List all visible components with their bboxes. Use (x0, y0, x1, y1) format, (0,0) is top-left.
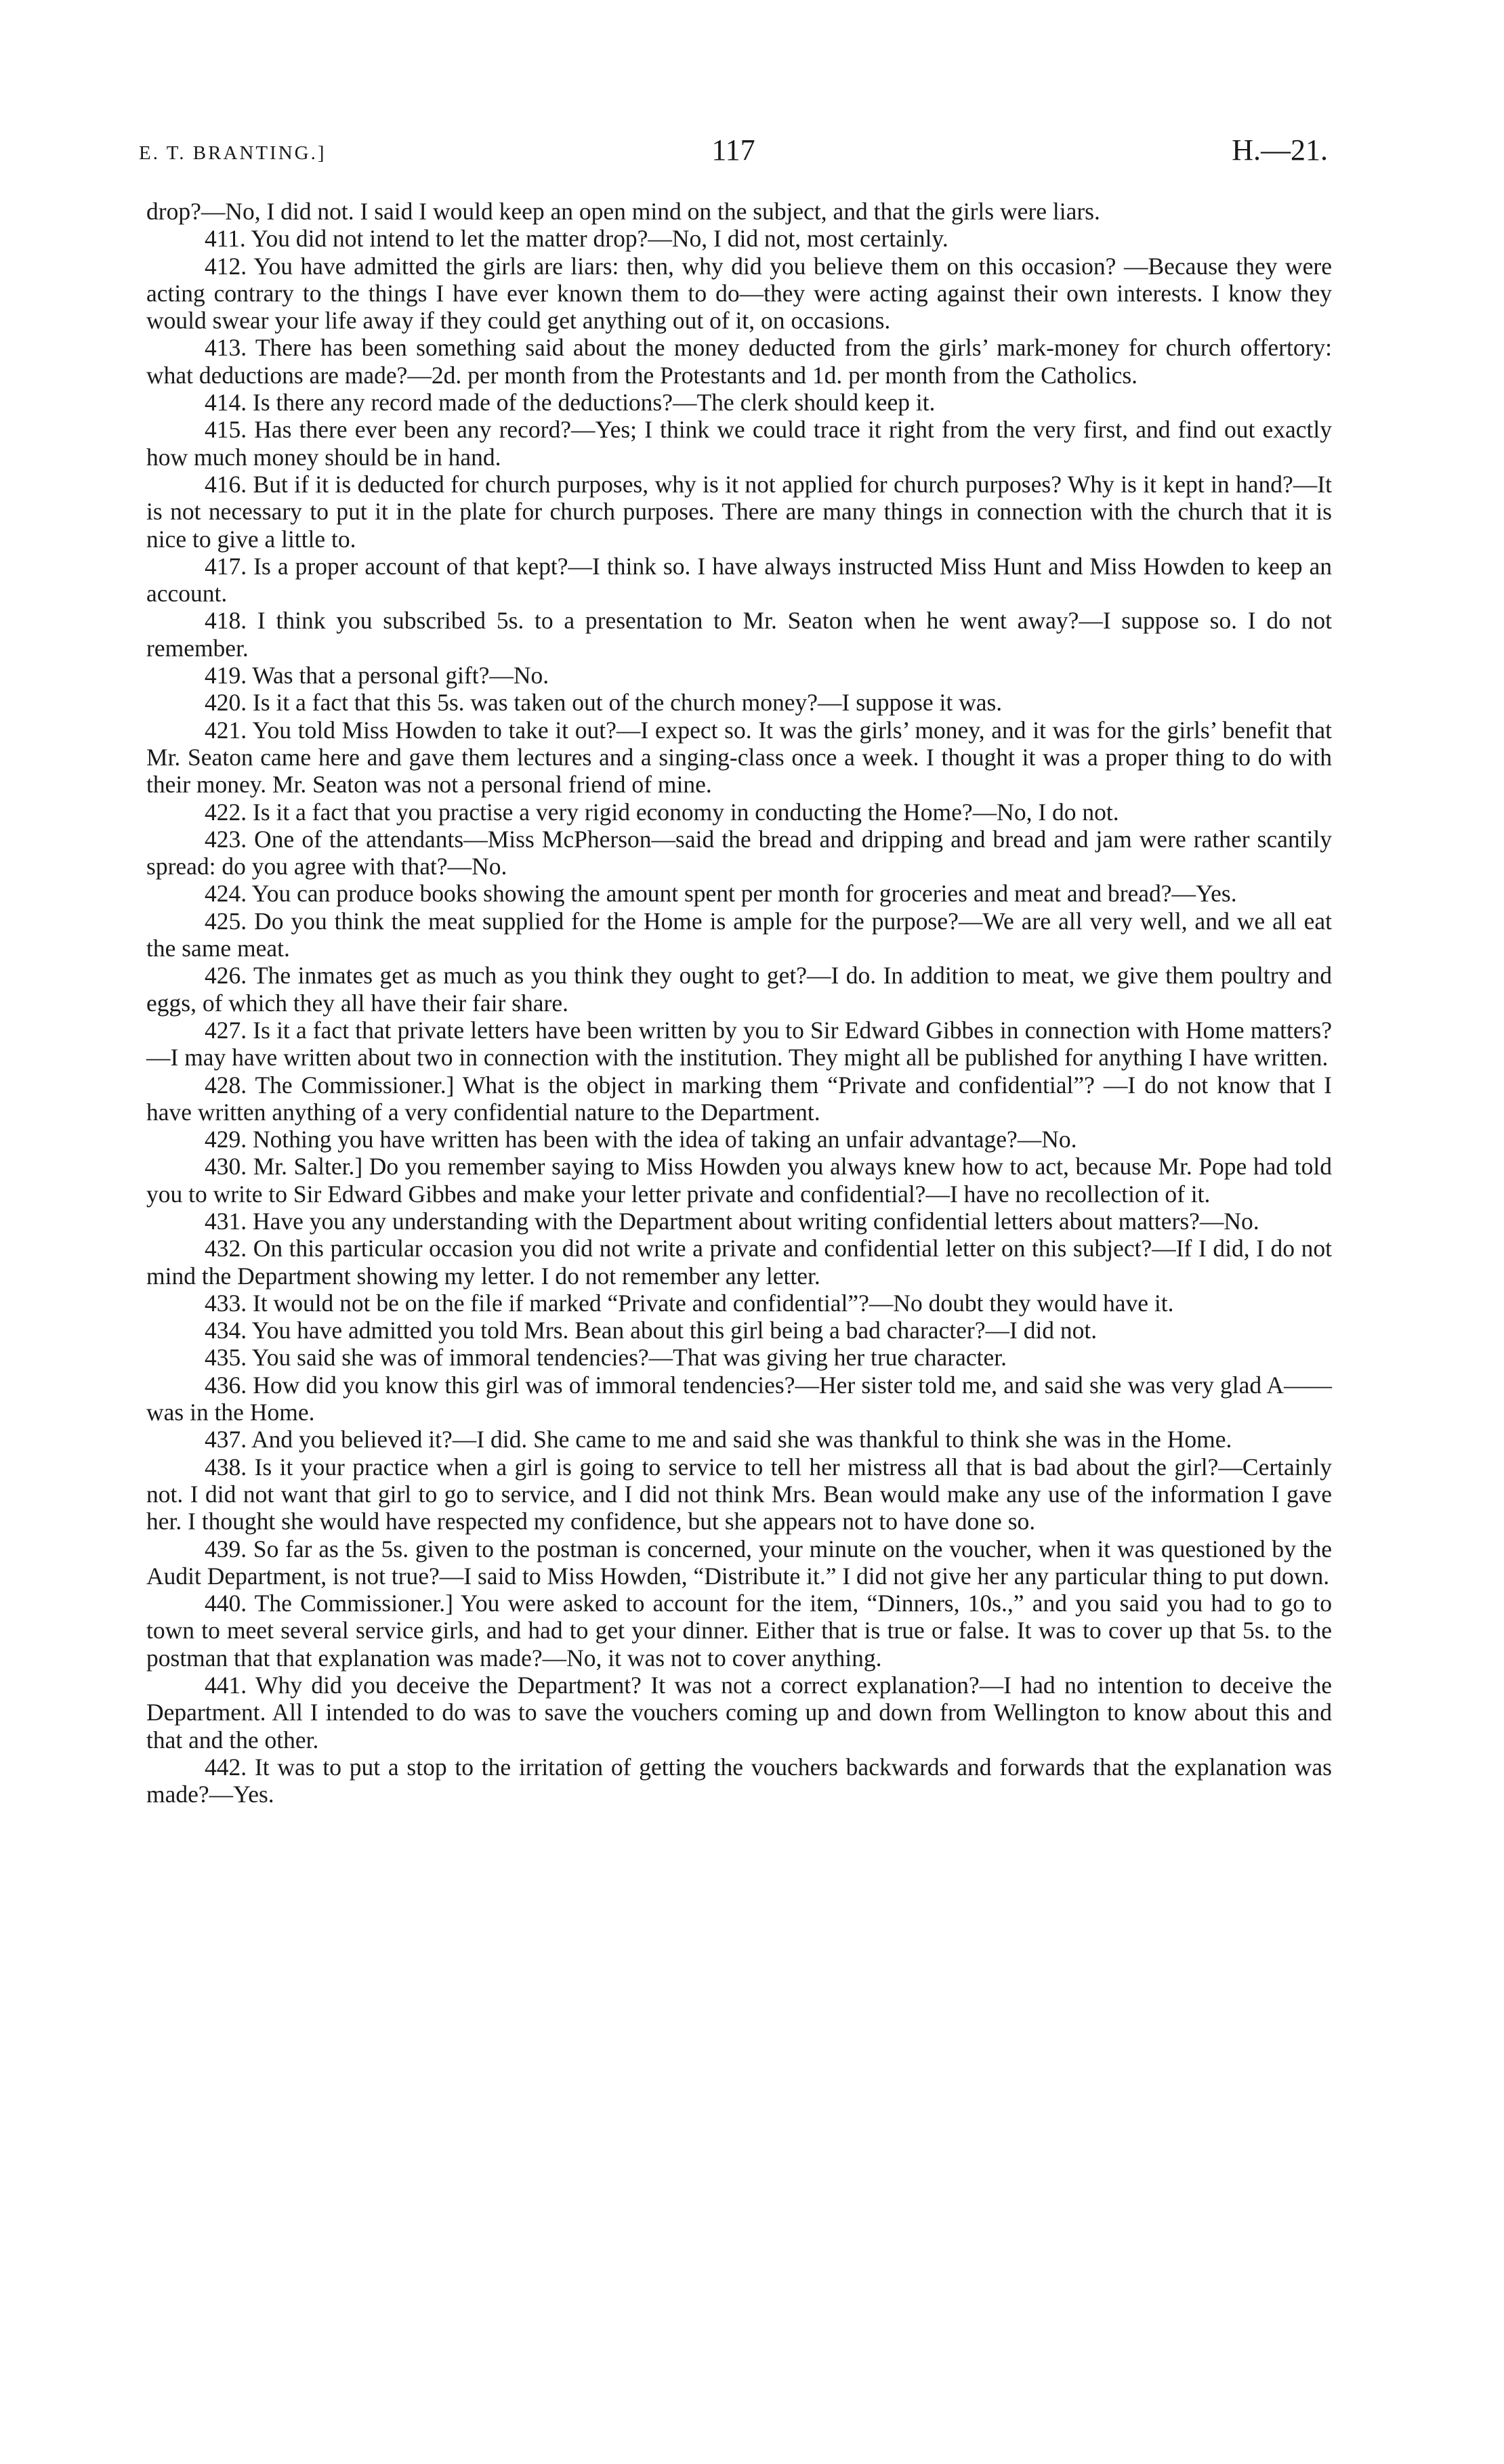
paragraph: 438. Is it your practice when a girl is going to service to tell her mistress all that is bad about the girl?—Certainly not. I did not want that girl to go to service, and I did not think Mrs. Bean would make any use of the information I gave her. I thought she would have respected my confidence, but she appears not to have done so. (146, 1453, 1332, 1535)
paragraph: 411. You did not intend to let the matter drop?—No, I did not, most certainly. (205, 225, 948, 253)
witness-name: E. T. BRANTING.] (139, 142, 327, 164)
paragraph: 412. You have admitted the girls are liars: then, why did you believe them on this occasion? —Because they were acting contrary to the things I have ever known them to do—they were acting against their own interests. I know they would swear your life away if they could get anything out of it, on occasions. (146, 252, 1332, 335)
paragraph: 415. Has there ever been any record?—Yes; I think we could trace it right from the very first, and find out exactly how much money should be in hand. (146, 416, 1332, 471)
paragraph: 428. The Commissioner.] What is the object in marking them “Private and confidential”? —I do not know that I have written anything of a very confidential nature to the Department. (146, 1071, 1332, 1126)
testimony-body (146, 198, 1332, 1808)
paragraph: 436. How did you know this girl was of immoral tendencies?—Her sister told me, and said she was very glad A—— was in the Home. (146, 1371, 1332, 1426)
paragraph: 423. One of the attendants—Miss McPherson—said the bread and dripping and bread and jam were rather scantily spread: do you agree with that?—No. (146, 825, 1332, 880)
page-header (139, 133, 1328, 173)
paragraph: 441. Why did you deceive the Department? It was not a correct explanation?—I had no intention to deceive the Department. All I intended to do was to save the vouchers coming up and down from Wellington to know about this and that and the other. (146, 1672, 1332, 1754)
paragraph: 414. Is there any record made of the deductions?—The clerk should keep it. (205, 389, 936, 417)
paragraph: 422. Is it a fact that you practise a very rigid economy in conducting the Home?—No, I do not. (205, 798, 1119, 826)
paragraph: 433. It would not be on the file if marked “Private and confidential”?—No doubt they would have it. (205, 1289, 1174, 1317)
paragraph: 421. You told Miss Howden to take it out?—I expect so. It was the girls’ money, and it was for the girls’ benefit that Mr. Seaton came here and gave them lectures and a singing-class once a week. I thought it was a proper thing to do with their money. Mr. Seaton was not a personal friend of mine. (146, 716, 1332, 799)
paragraph: 425. Do you think the meat supplied for the Home is ample for the purpose?—We are all very well, and we all eat the same meat. (146, 907, 1332, 962)
paragraph: 434. You have admitted you told Mrs. Bean about this girl being a bad character?—I did not. (205, 1317, 1098, 1344)
paragraph: 439. So far as the 5s. given to the postman is concerned, your minute on the voucher, when it was questioned by the Audit Department, is not true?—I said to Miss Howden, “Distribute it.” I did not give her any particular thing to put down. (146, 1535, 1332, 1590)
page-number: 117 (711, 133, 755, 167)
paragraph: 418. I think you subscribed 5s. to a presentation to Mr. Seaton when he went away?—I suppose so. I do not remember. (146, 607, 1332, 662)
paragraph: 424. You can produce books showing the amount spent per month for groceries and meat and bread?—Yes. (205, 880, 1237, 908)
paragraph: 437. And you believed it?—I did. She came to me and said she was thankful to think she was in the Home. (205, 1426, 1232, 1453)
document-reference: H.—21. (1232, 133, 1328, 167)
paragraph: 431. Have you any understanding with the Department about writing confidential letters about matters?—No. (205, 1207, 1259, 1235)
paragraph: 435. You said she was of immoral tendencies?—That was giving her true character. (205, 1344, 1007, 1372)
paragraph: drop?—No, I did not. I said I would keep an open mind on the subject, and that the girls were liars. (146, 198, 1100, 225)
paragraph: 429. Nothing you have written has been with the idea of taking an unfair advantage?—No. (205, 1126, 1077, 1153)
paragraph: 416. But if it is deducted for church purposes, why is it not applied for church purposes? Why is it kept in hand?—It is not necessary to put it in the plate for church purposes. There are many things in connection with the church that it is nice to give a little to. (146, 470, 1332, 553)
paragraph: 413. There has been something said about the money deducted from the girls’ mark-money for church offertory: what deductions are made?—2d. per month from the Protestants and 1d. per month from the Catholics. (146, 334, 1332, 389)
paragraph: 426. The inmates get as much as you think they ought to get?—I do. In addition to meat, we give them poultry and eggs, of which they all have their fair share. (146, 962, 1332, 1017)
paragraph: 442. It was to put a stop to the irritation of getting the vouchers backwards and forwards that the explanation was made?—Yes. (146, 1753, 1332, 1808)
paragraph: 440. The Commissioner.] You were asked to account for the item, “Dinners, 10s.,” and you said you had to go to town to meet several service girls, and had to get your dinner. Either that is true or false. It was to cover up that 5s. to the postman that that explanation was made?—No, it was not to cover anything. (146, 1590, 1332, 1672)
paragraph: 427. Is it a fact that private letters have been written by you to Sir Edward Gibbes in connection with Home matters?—I may have written about two in connection with the institution. They might all be published for anything I have written. (146, 1016, 1332, 1071)
paragraph: 430. Mr. Salter.] Do you remember saying to Miss Howden you always knew how to act, because Mr. Pope had told you to write to Sir Edward Gibbes and make your letter private and confidential?—I have no recollection of it. (146, 1153, 1332, 1208)
paragraph: 420. Is it a fact that this 5s. was taken out of the church money?—I suppose it was. (205, 689, 1003, 717)
paragraph: 432. On this particular occasion you did not write a private and confidential letter on this subject?—If I did, I do not mind the Department showing my letter. I do not remember any letter. (146, 1235, 1332, 1290)
paragraph: 419. Was that a personal gift?—No. (205, 662, 549, 689)
paragraph: 417. Is a proper account of that kept?—I think so. I have always instructed Miss Hunt and Miss Howden to keep an account. (146, 552, 1332, 608)
